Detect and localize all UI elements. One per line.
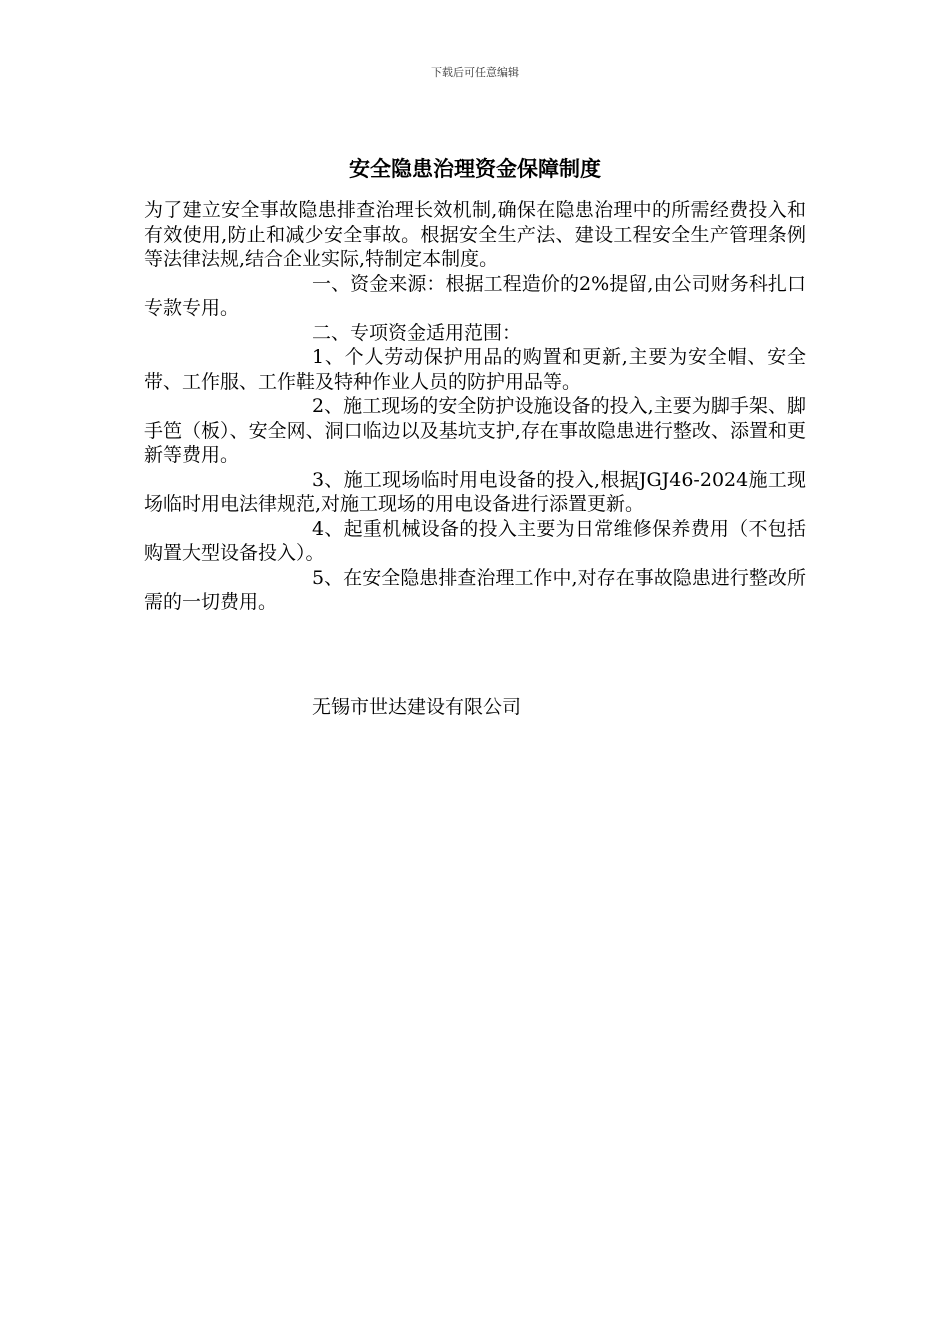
intro-paragraph: 为了建立安全事故隐患排查治理长效机制,确保在隐患治理中的所需经费投入和有效使用,防止和减少安全事故。根据安全生产法、建设工程安全生产管理条例等法律法规,结合企业实际,特制定本制度。 — [144, 199, 806, 270]
scope-heading: 二、专项资金适用范围： — [312, 321, 522, 344]
header-note: 下载后可任意编辑 — [431, 66, 519, 79]
company-name: 无锡市世达建设有限公司 — [312, 696, 522, 718]
scope-item-5: 5、在安全隐患排查治理工作中,对存在事故隐患进行整改所需的一切费用。 — [144, 566, 806, 613]
scope-item-1: 1、个人劳动保护用品的购置和更新,主要为安全帽、安全带、工作服、工作鞋及特种作业人员的防护用品等。 — [144, 346, 806, 393]
funding-source-paragraph: 一、资金来源：根据工程造价的2%提留,由公司财务科扎口专款专用。 — [144, 272, 806, 319]
document-title: 安全隐患治理资金保障制度 — [349, 157, 601, 181]
scope-item-4: 4、起重机械设备的投入主要为日常维修保养费用（不包括购置大型设备投入）。 — [144, 517, 806, 564]
document-body — [144, 198, 806, 615]
scope-item-2: 2、施工现场的安全防护设施设备的投入,主要为脚手架、脚手笆（板）、安全网、洞口临边以及基坑支护,存在事故隐患进行整改、添置和更新等费用。 — [144, 395, 806, 466]
scope-item-3: 3、施工现场临时用电设备的投入,根据JGJ46-2024施工现场临时用电法律规范,对施工现场的用电设备进行添置更新。 — [144, 468, 806, 515]
